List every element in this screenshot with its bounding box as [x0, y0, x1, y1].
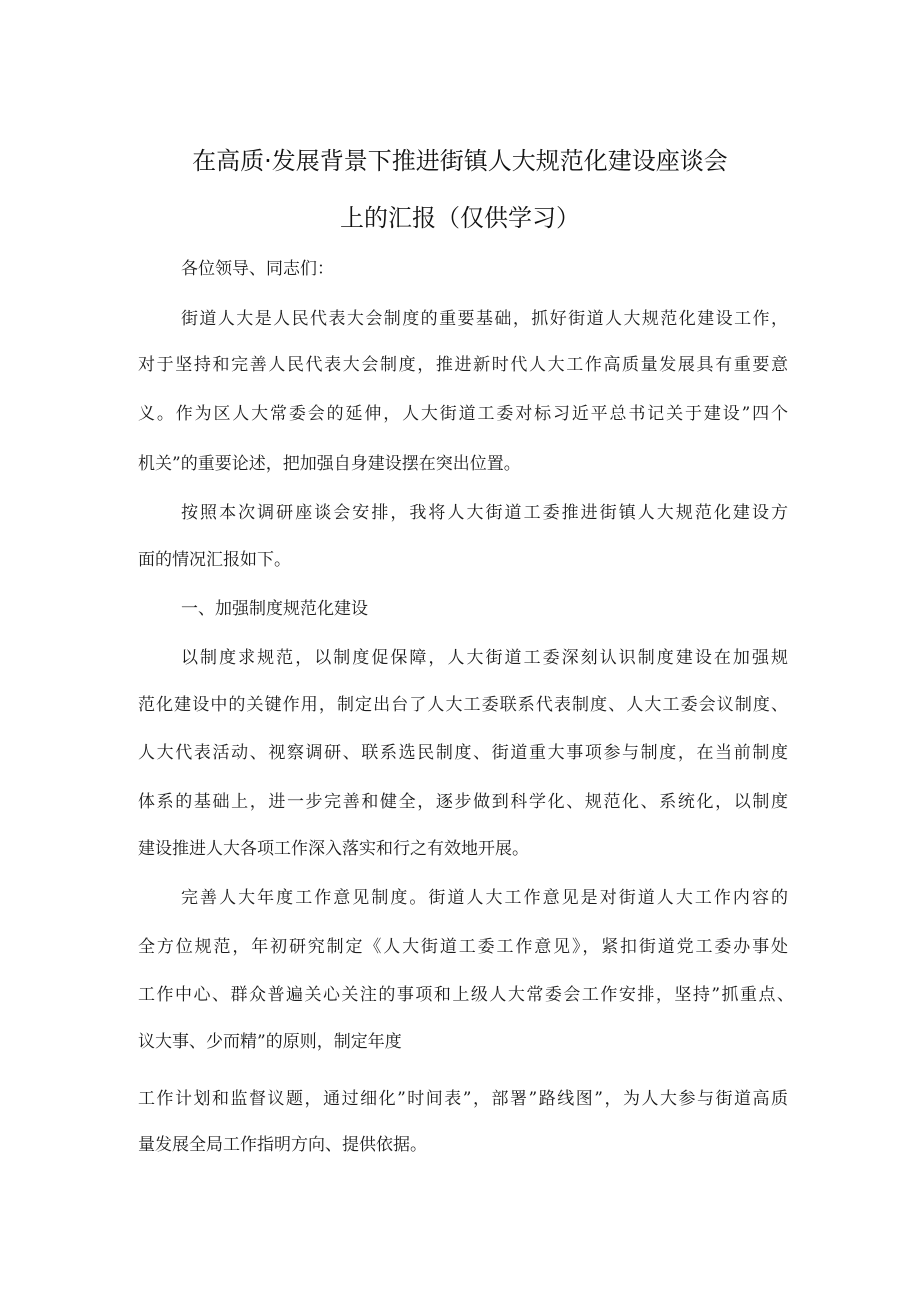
salutation: 各位领导、同志们：: [181, 259, 334, 279]
paragraph-line: 全方位规范，年初研究制定《人大街道工委工作意见》，紧扣街道党工委办事处: [138, 937, 788, 957]
paragraph-line: 议大事、少而精”的原则，制定年度: [138, 1032, 402, 1052]
paragraph-line: 工作计划和监督议题，通过细化”时间表”，部署”路线图”，为人大参与街道高质: [138, 1089, 788, 1109]
paragraph-line: 机关”的重要论述，把加强自身建设摆在突出位置。: [138, 454, 521, 474]
paragraph-line: 完善人大年度工作意见制度。街道人大工作意见是对街道人大工作内容的: [181, 888, 788, 908]
document-title-line-1: 在高质·发展背景下推进街镇人大规范化建设座谈会: [192, 147, 728, 175]
paragraph-line: 体系的基础上，进一步完善和健全，逐步做到科学化、规范化、系统化，以制度: [138, 792, 788, 812]
document-title-line-2: 上的汇报（仅供学习）: [340, 204, 580, 232]
paragraph-line: 工作中心、群众普遍关心关注的事项和上级人大常委会工作安排，坚持”抓重点、: [138, 985, 794, 1005]
paragraph-line: 建设推进人大各项工作深入落实和行之有效地开展。: [138, 839, 529, 859]
paragraph-line: 义。作为区人大常委会的延伸，人大街道工委对标习近平总书记关于建设”四个: [138, 404, 788, 424]
paragraph-line: 以制度求规范，以制度促保障，人大街道工委深刻认识制度建设在加强规: [181, 648, 788, 668]
paragraph-line: 面的情况汇报如下。: [138, 550, 291, 570]
paragraph-line: 街道人大是人民代表大会制度的重要基础，抓好街道人大规范化建设工作，: [181, 309, 788, 329]
paragraph-line: 量发展全局工作指明方向、提供依据。: [138, 1135, 427, 1155]
paragraph-line: 对于坚持和完善人民代表大会制度，推进新时代人大工作高质量发展具有重要意: [138, 355, 788, 375]
section-heading: 一、加强制度规范化建设: [181, 599, 368, 619]
paragraph-line: 按照本次调研座谈会安排，我将人大街道工委推进街镇人大规范化建设方: [181, 503, 788, 523]
paragraph-line: 人大代表活动、视察调研、联系选民制度、街道重大事项参与制度，在当前制度: [138, 743, 788, 763]
paragraph-line: 范化建设中的关键作用，制定出台了人大工委联系代表制度、人大工委会议制度、: [138, 695, 788, 715]
